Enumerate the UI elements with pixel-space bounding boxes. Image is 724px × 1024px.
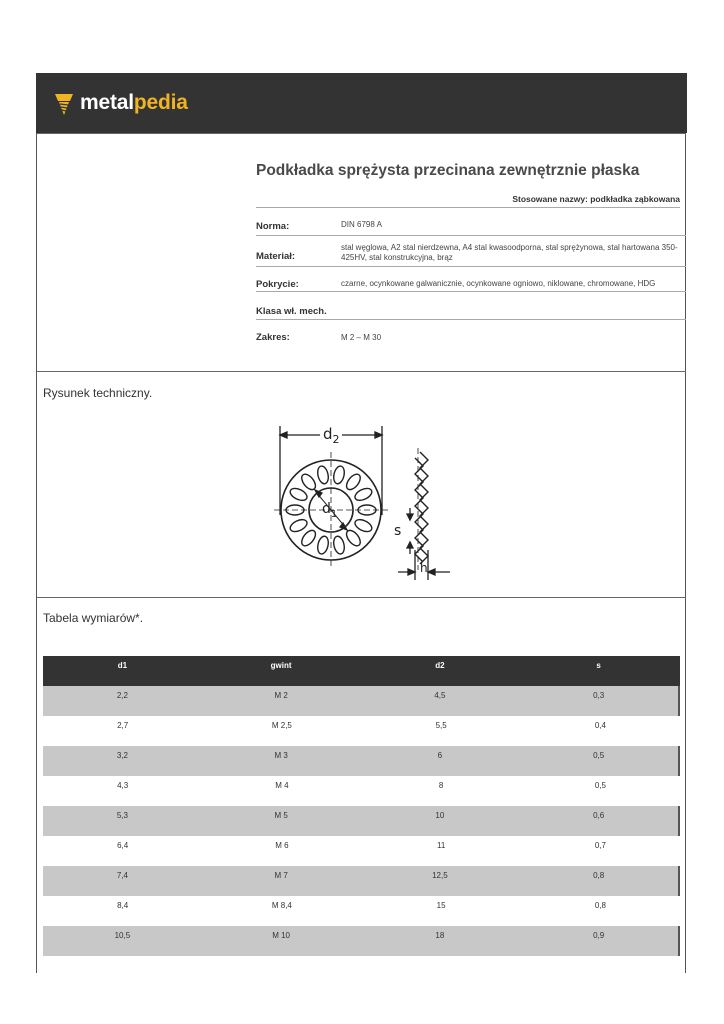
property-value: M 2 – M 30 [341, 333, 382, 342]
property-value: DIN 6798 A [341, 220, 382, 229]
table-cell: 15 [436, 901, 446, 910]
h-label: h [420, 561, 428, 575]
table-row [43, 866, 680, 896]
table-section-title: Tabela wymiarów*. [43, 611, 144, 625]
table-body [43, 686, 680, 956]
table-cell: M 7 [274, 871, 288, 880]
table-cell: 5,3 [116, 811, 128, 820]
table-cell: 12,5 [432, 871, 448, 880]
table-row [43, 776, 680, 806]
divider [37, 133, 686, 134]
table-cell: 2,7 [117, 721, 129, 730]
table-cell: 11 [436, 841, 446, 850]
washer-tooth [344, 472, 363, 492]
table-row [43, 806, 680, 836]
washer-tooth [288, 486, 309, 503]
table-cell: 4,5 [434, 691, 446, 700]
table-cell: 0,6 [593, 811, 605, 820]
table-row [43, 686, 680, 716]
table-cell: M 10 [272, 931, 291, 940]
washer-tooth [288, 517, 309, 534]
property-label: Klasa wł. mech. [256, 306, 327, 317]
table-cell: 6,4 [117, 841, 129, 850]
d1-label: $d_1$ [322, 501, 338, 520]
property-row [256, 292, 686, 320]
table-cell: M 6 [275, 841, 289, 850]
washer-tooth [332, 465, 346, 485]
table-cell: 8,4 [117, 901, 129, 910]
table-cell: M 3 [274, 751, 288, 760]
table-cell: 0,5 [594, 781, 606, 790]
table-cell: 10 [435, 811, 445, 820]
page-title: Podkładka sprężysta przecinana zewnętrznie płaska [256, 162, 640, 179]
washer-tooth [332, 535, 346, 555]
washer-tooth [299, 528, 318, 548]
table-row [43, 926, 680, 956]
table-cell: M 4 [275, 781, 289, 790]
table-cell: M 5 [274, 811, 288, 820]
table-cell: 3,2 [116, 751, 128, 760]
column-header: gwint [270, 661, 292, 670]
table-cell: 8 [438, 781, 444, 790]
screw-logo-icon [52, 90, 76, 116]
property-label: Pokrycie: [256, 279, 299, 290]
property-row [256, 320, 686, 346]
site-header [36, 73, 687, 133]
s-label: s [394, 523, 402, 539]
washer-tooth [299, 472, 318, 492]
table-cell: 0,3 [593, 691, 605, 700]
alias-names: Stosowane nazwy: podkładka ząbkowana [256, 194, 680, 208]
property-row [256, 236, 686, 267]
property-label: Zakres: [256, 332, 290, 343]
property-value: czarne, ocynkowane galwanicznie, ocynkowane ogniowo, niklowane, chromowane, HDG [341, 279, 656, 288]
drawing-section-title: Rysunek techniczny. [43, 386, 153, 400]
table-cell: M 2,5 [271, 721, 292, 730]
table-cell: 18 [435, 931, 445, 940]
washer-tooth [344, 528, 363, 548]
table-cell: M 8,4 [271, 901, 292, 910]
property-label: Materiał: [256, 251, 296, 262]
washer-tooth [316, 535, 330, 555]
table-cell: 4,3 [117, 781, 129, 790]
table-header [43, 656, 680, 686]
technical-drawing [270, 420, 460, 585]
table-cell: 0,4 [594, 721, 606, 730]
d2-label: $d_2$ [323, 425, 340, 446]
divider [37, 371, 686, 372]
table-cell: 0,7 [594, 841, 606, 850]
property-label: Norma: [256, 221, 290, 232]
logo-text [80, 91, 188, 115]
property-row [256, 216, 686, 236]
table-cell: 5,5 [435, 721, 447, 730]
property-row [256, 267, 686, 292]
table-cell: 7,4 [116, 871, 128, 880]
table-cell: 0,8 [594, 901, 606, 910]
column-header: d1 [117, 661, 128, 670]
column-header: s [596, 661, 601, 670]
logo-text-pedia: pedia [133, 91, 188, 114]
table-row [43, 716, 680, 746]
washer-tooth [316, 465, 330, 485]
table-cell: 0,9 [593, 931, 605, 940]
table-cell: M 2 [274, 691, 288, 700]
table-cell: 0,5 [593, 751, 605, 760]
table-cell: 0,8 [593, 871, 605, 880]
property-value: stal węglowa, A2 stal nierdzewna, A4 stal kwasoodporna, stal sprężynowa, stal hartowana 350-425HV, stal konstrukcyjna, brąz [341, 243, 678, 262]
table-row [43, 896, 680, 926]
table-cell: 6 [437, 751, 443, 760]
table-row [43, 746, 680, 776]
washer-tooth [353, 486, 374, 503]
washer-tooth [353, 517, 374, 534]
logo-text-metal: metal [80, 91, 134, 114]
logo[interactable] [52, 90, 188, 116]
divider [37, 597, 686, 598]
table-cell: 10,5 [114, 931, 131, 940]
table-row [43, 836, 680, 866]
dimensions-table [43, 656, 680, 956]
table-cell: 2,2 [116, 691, 128, 700]
column-header: d2 [435, 661, 445, 670]
